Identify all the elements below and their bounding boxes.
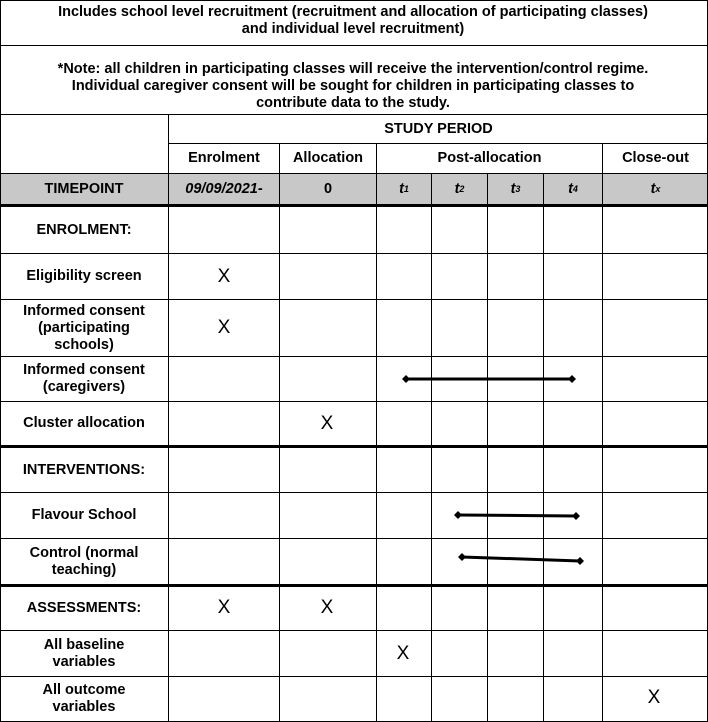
timepoint-t3: t 3	[510, 180, 521, 197]
bar-control	[458, 553, 584, 565]
mark-eligibility-enrolment: X	[217, 266, 231, 287]
mark-baseline-t1: X	[396, 643, 410, 664]
phase-close-out: Close-out	[622, 150, 689, 166]
row-interventions-heading: INTERVENTIONS:	[22, 461, 146, 478]
mark-assessments-allocation: X	[320, 597, 334, 618]
row-enrolment-heading: ENROLMENT:	[36, 221, 132, 238]
mark-cluster-allocation: X	[320, 413, 334, 434]
row-eligibility-screen: Eligibility screen	[26, 268, 142, 284]
row-flavour-school: Flavour School	[31, 507, 137, 523]
mark-outcome-tx: X	[647, 687, 661, 708]
row-assessments-heading: ASSESSMENTS:	[26, 600, 142, 616]
phase-allocation: Allocation	[292, 150, 364, 166]
note-line-2: Individual caregiver consent will be sought for children in participating classes to	[71, 78, 635, 94]
timepoint-label: TIMEPOINT	[44, 180, 124, 197]
bar-consent-caregivers	[402, 375, 576, 383]
timepoint-allocation: 0	[323, 180, 333, 197]
row-consent-caregivers: Informed consent (caregivers)	[23, 362, 145, 395]
row-consent-schools: Informed consent (participating schools)	[23, 302, 145, 353]
timepoint-t1: t 1	[399, 180, 409, 197]
phase-enrolment: Enrolment	[188, 150, 260, 166]
note-line-1: *Note: all children in participating classes will receive the intervention/control regime.	[57, 61, 649, 77]
row-baseline-variables: All baseline variables	[43, 636, 125, 670]
timepoint-tx: t x	[650, 180, 661, 197]
row-outcome-variables: All outcome variables	[42, 682, 126, 715]
row-cluster-allocation: Cluster allocation	[23, 415, 145, 431]
mark-consent-schools-enrolment: X	[217, 317, 231, 338]
row-control: Control (normal teaching)	[29, 544, 139, 578]
note-line-3: contribute data to the study.	[256, 95, 450, 111]
bar-flavour-school	[454, 511, 580, 520]
timepoint-enrolment: 09/09/2021-	[185, 180, 263, 197]
header-line-2: and individual level recruitment)	[241, 21, 465, 37]
study-period-heading: STUDY PERIOD	[384, 120, 493, 137]
timepoint-t4: t 4	[568, 180, 578, 197]
timepoint-t2: t 2	[454, 180, 465, 197]
mark-assessments-enrolment: X	[217, 597, 231, 618]
header-line-1: Includes school level recruitment (recruitment and allocation of participating classes)	[58, 4, 648, 20]
phase-post-allocation: Post-allocation	[437, 150, 542, 166]
